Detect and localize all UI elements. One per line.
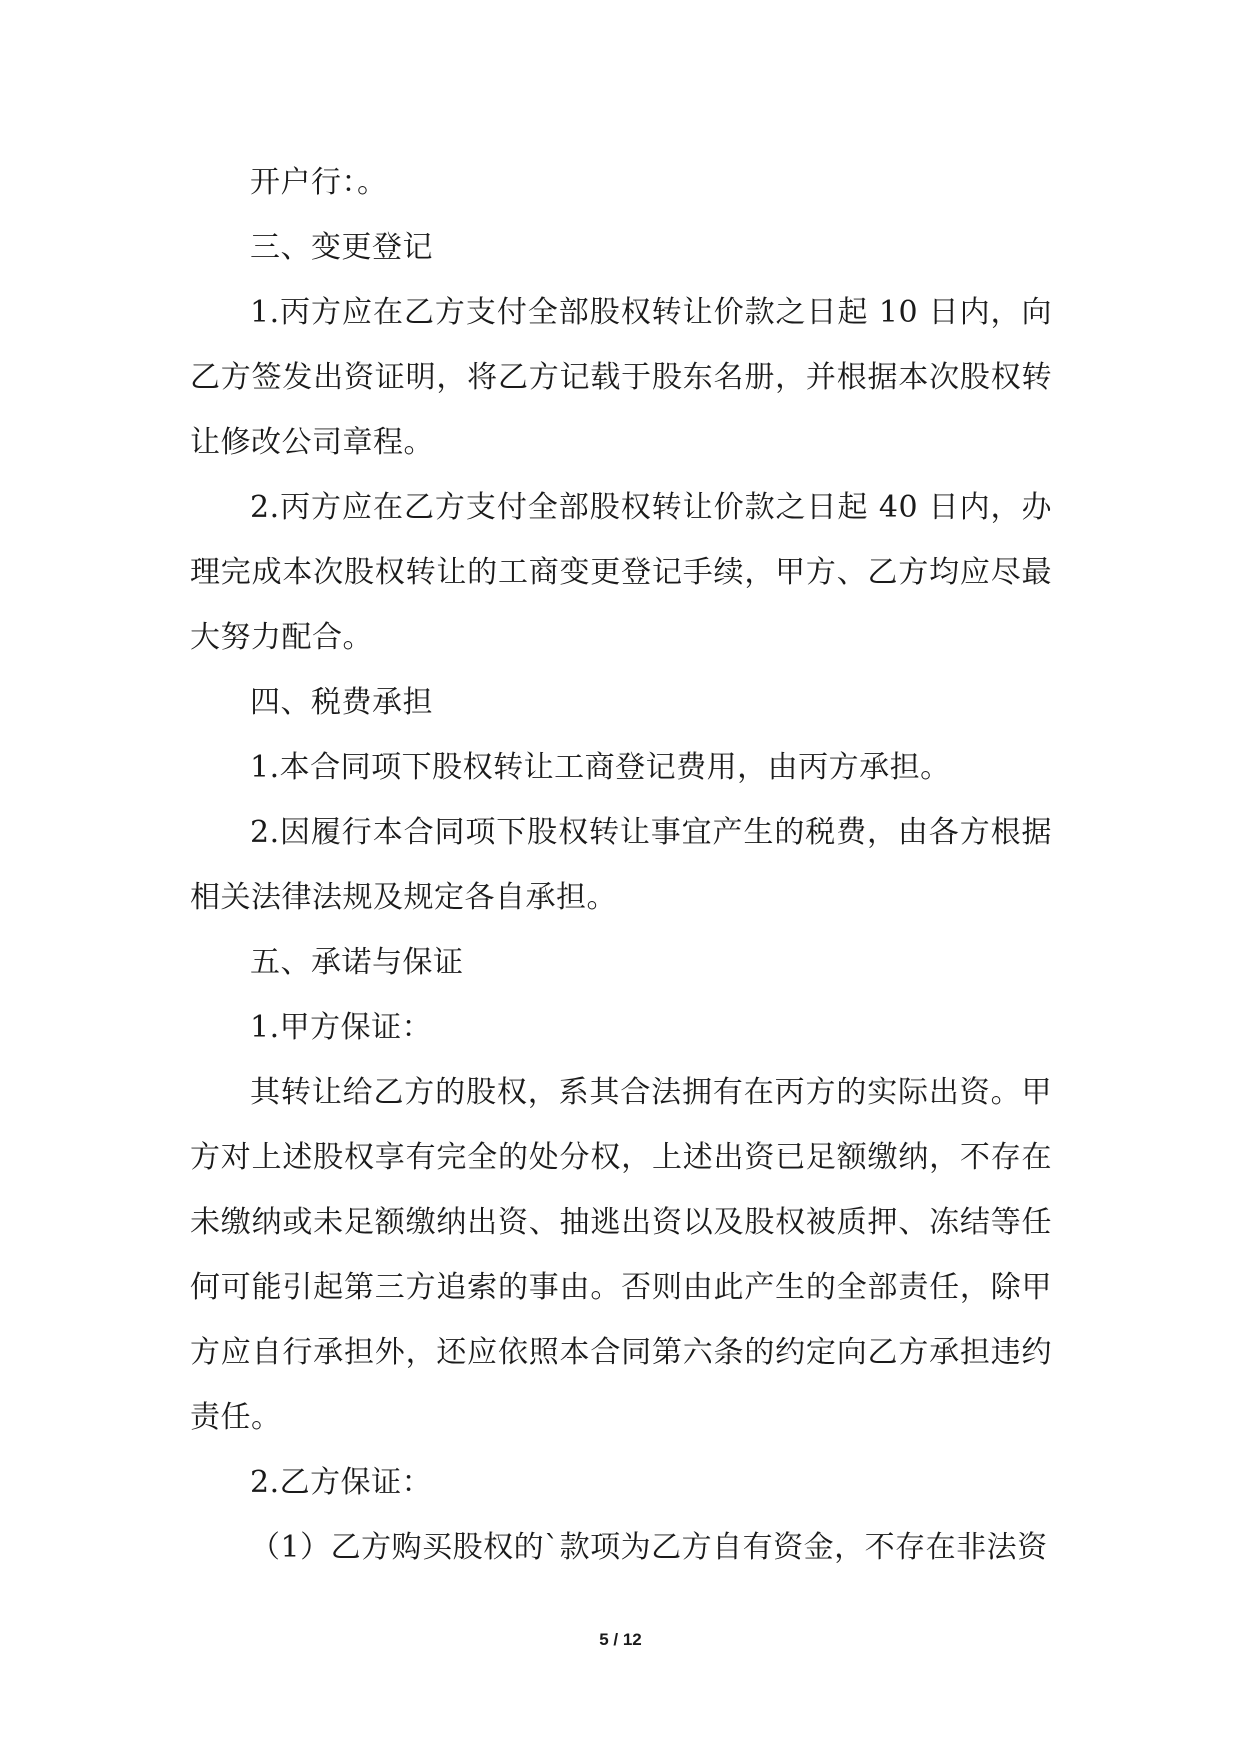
paragraph-3-2: 2.丙方应在乙方支付全部股权转让价款之日起 40 日内，办理完成本次股权转让的工商变更登记手续，甲方、乙方均应尽最大努力配合。	[190, 490, 1052, 655]
paragraph-3-1: 1.丙方应在乙方支付全部股权转让价款之日起 10 日内，向乙方签发出资证明，将乙方记载于股东名册，并根据本次股权转让修改公司章程。	[190, 295, 1052, 460]
section-heading-4: 四、税费承担	[250, 685, 433, 720]
page-number: 5 / 12	[599, 1630, 642, 1649]
section-heading-5: 五、承诺与保证	[250, 945, 464, 980]
paragraph-bank: 开户行：。	[250, 165, 388, 200]
paragraph-4-2: 2.因履行本合同项下股权转让事宜产生的税费，由各方根据相关法律法规及规定各自承担。	[190, 815, 1052, 915]
paragraph-5-1-body: 其转让给乙方的股权，系其合法拥有在丙方的实际出资。甲方对上述股权享有完全的处分权，上述出资已足额缴纳，不存在未缴纳或未足额缴纳出资、抽逃出资以及股权被质押、冻结等任何可能引起第三方追索的事由。否则由此产生的全部责任，除甲方应自行承担外，还应依照本合同第六条的约定向乙方承担违约责任。	[190, 1075, 1052, 1435]
paragraph-5-2-1: （1）乙方购买股权的`款项为乙方自有资金，不存在非法资	[250, 1530, 1048, 1565]
paragraph-4-1: 1.本合同项下股权转让工商登记费用，由丙方承担。	[250, 750, 951, 785]
document-body	[190, 150, 1052, 1580]
section-heading-3: 三、变更登记	[250, 230, 433, 265]
paragraph-5-1-title: 1.甲方保证：	[250, 1010, 433, 1045]
paragraph-5-2-title: 2.乙方保证：	[250, 1465, 433, 1500]
